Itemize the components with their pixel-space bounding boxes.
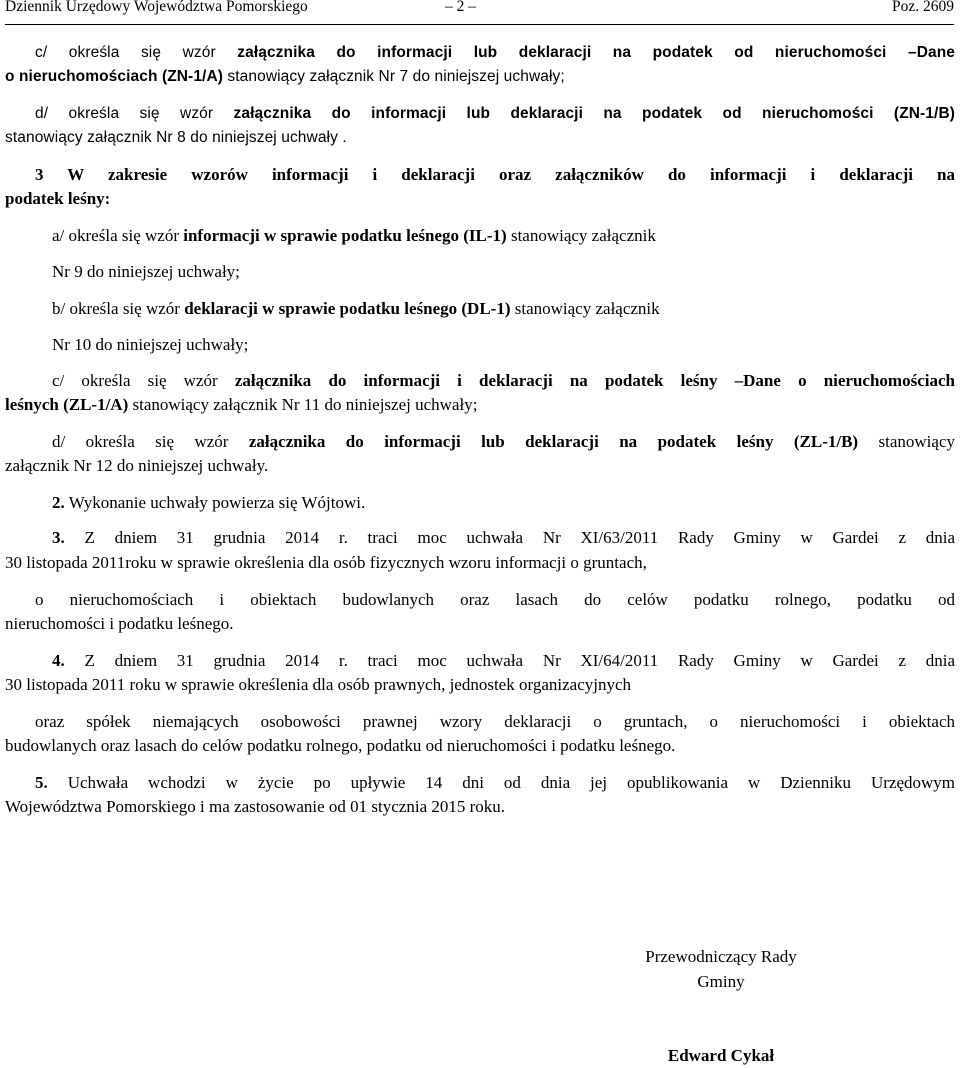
item-d-zn1b-line2: stanowiący załącznik Nr 8 do niniejszej uchwały .: [5, 129, 347, 146]
item-c-zn1a-line1: c/ określa się wzór załącznika do informacji lub deklaracji na podatek od nieruchomości –Dane: [35, 44, 955, 61]
section-3-heading-line1: 3 W zakresie wzorów informacji i deklaracji oraz załączników do informacji i deklaracji na: [35, 165, 955, 184]
item-a-il1-line1: a/ określa się wzór informacji w sprawie podatku leśnego (IL-1) stanowiący załącznik: [52, 226, 656, 245]
paragraph-4-line2: 30 listopada 2011 roku w sprawie określenia dla osób prawnych, jednostek organizacyjnych: [5, 675, 632, 694]
item-a-il1-line2: Nr 9 do niniejszej uchwały;: [52, 262, 240, 281]
item-c-zl1a-line2: leśnych (ZL-1/A) stanowiący załącznik Nr 11 do niniejszej uchwały;: [5, 395, 478, 414]
paragraph-3-line4: nieruchomości i podatku leśnego.: [5, 614, 234, 633]
item-d-zn1b-line1: d/ określa się wzór załącznika do informacji lub deklaracji na podatek od nieruchomości (ZN-1/B): [35, 105, 955, 122]
page-header: [5, 0, 954, 25]
paragraph-4-line3: oraz spółek niemających osobowości prawnej wzory deklaracji o gruntach, o nieruchomości i obiektach: [35, 712, 955, 731]
paragraph-4-line1: 4. Z dniem 31 grudnia 2014 r. traci moc uchwała Nr XI/64/2011 Rady Gminy w Gardei z dnia: [52, 651, 955, 670]
journal-title: Dziennik Urzędowy Województwa Pomorskiego: [5, 0, 308, 15]
paragraph-3-line2: 30 listopada 2011roku w sprawie określenia dla osób fizycznych wzoru informacji o gruntach,: [5, 553, 647, 572]
signatory-title-line1: Przewodniczący Rady: [645, 947, 797, 966]
item-c-zl1a-line1: c/ określa się wzór załącznika do informacji i deklaracji na podatek leśny –Dane o nieruchomościach: [52, 371, 955, 390]
item-d-zl1b-line2: załącznik Nr 12 do niniejszej uchwały.: [5, 456, 269, 475]
page-number: – 2 –: [445, 0, 476, 15]
item-b-dl1-line2: Nr 10 do niniejszej uchwały;: [52, 335, 249, 354]
item-b-dl1-line1: b/ określa się wzór deklaracji w sprawie podatku leśnego (DL-1) stanowiący załącznik: [52, 299, 660, 318]
paragraph-4-line4: budowlanych oraz lasach do celów podatku rolnego, podatku od nieruchomości i podatku leśnego.: [5, 736, 676, 755]
item-d-zl1b-line1: d/ określa się wzór załącznika do informacji lub deklaracji na podatek leśny (ZL-1/B) stanowiący: [52, 432, 955, 451]
signatory-title-line2: Gminy: [697, 972, 745, 991]
paragraph-5-line1: 5. Uchwała wchodzi w życie po upływie 14 dni od dnia jej opublikowania w Dzienniku Urzędowym: [35, 773, 955, 792]
paragraph-3-line3: o nieruchomościach i obiektach budowlanych oraz lasach do celów podatku rolnego, podatku od: [35, 590, 955, 609]
item-c-zn1a-line2: o nieruchomościach (ZN-1/A) stanowiący załącznik Nr 7 do niniejszej uchwały;: [5, 68, 565, 85]
section-3-heading-line2: podatek leśny:: [5, 189, 111, 208]
signatory-name: Edward Cykał: [667, 1046, 775, 1065]
position-number: Poz. 2609: [892, 0, 954, 15]
paragraph-2: 2. Wykonanie uchwały powierza się Wójtowi.: [52, 493, 366, 512]
paragraph-5-line2: Województwa Pomorskiego i ma zastosowanie od 01 stycznia 2015 roku.: [5, 797, 506, 816]
paragraph-3-line1: 3. Z dniem 31 grudnia 2014 r. traci moc uchwała Nr XI/63/2011 Rady Gminy w Gardei z dnia: [52, 528, 955, 547]
